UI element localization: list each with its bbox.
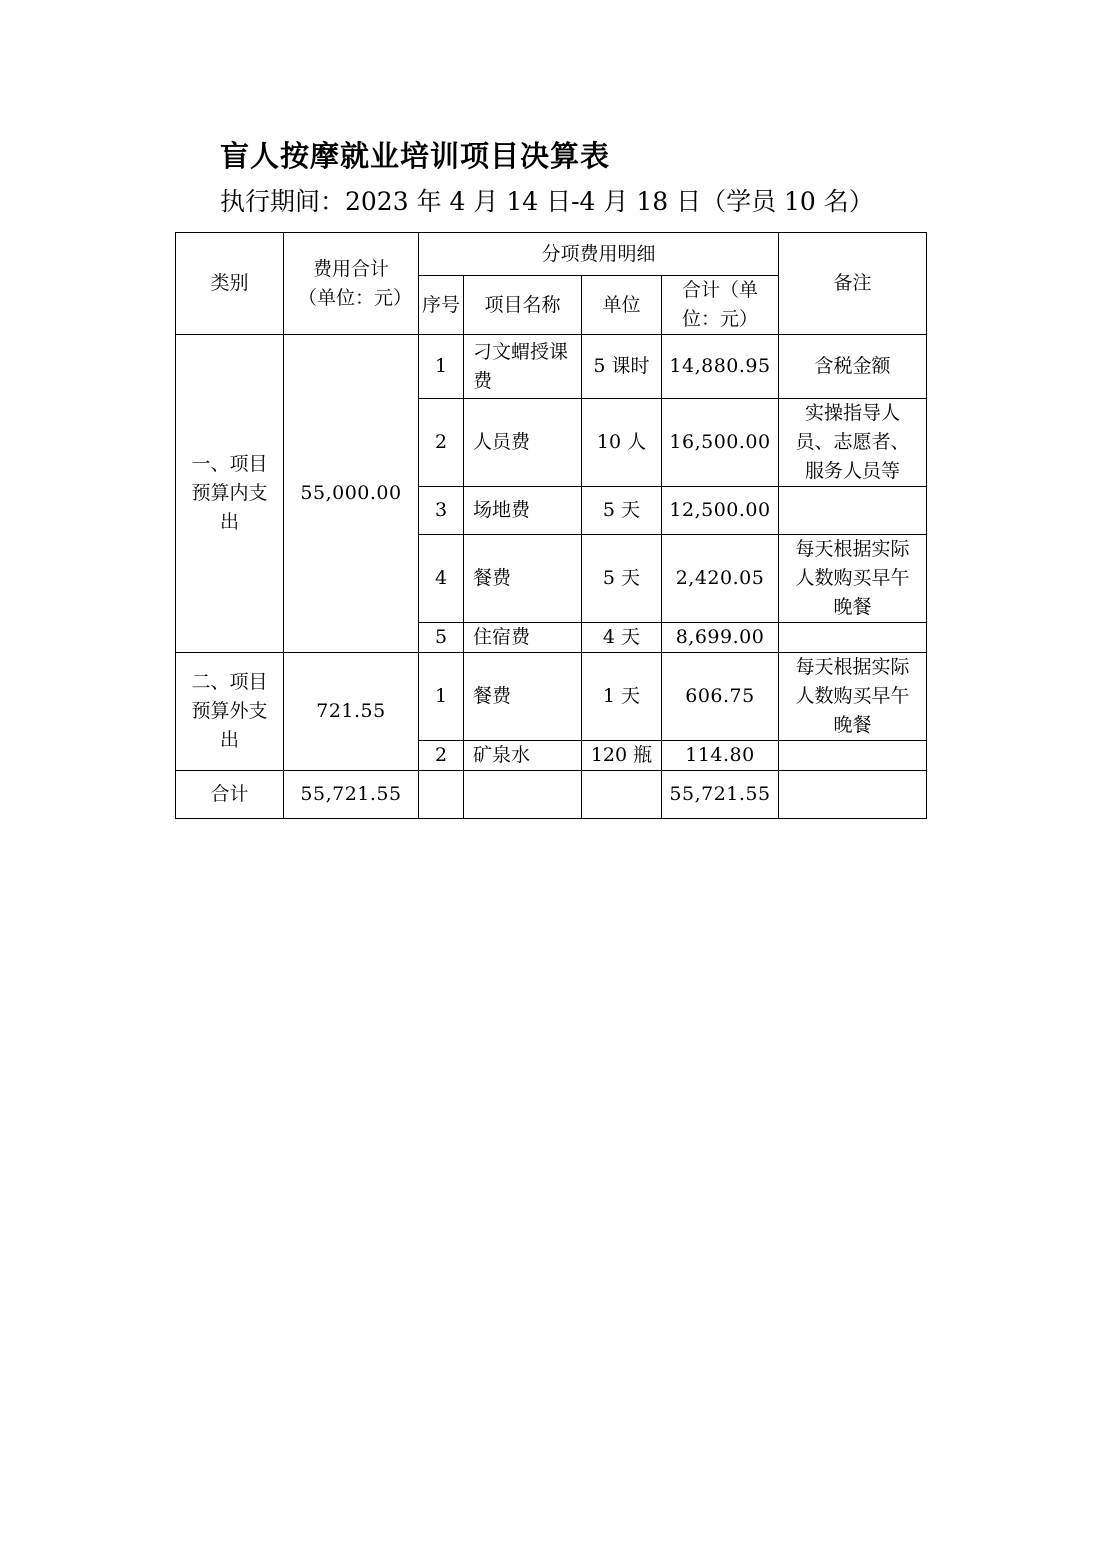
totals-empty-cell — [464, 771, 582, 819]
settlement-table — [175, 232, 927, 819]
row-seq: 1 — [419, 335, 464, 399]
row-item: 场地费 — [464, 487, 582, 535]
row-unit: 1 天 — [582, 653, 662, 741]
row-unit: 120 瓶 — [582, 741, 662, 771]
row-seq: 2 — [419, 399, 464, 487]
row-unit: 5 天 — [582, 535, 662, 623]
row-item: 矿泉水 — [464, 741, 582, 771]
row-unit: 4 天 — [582, 623, 662, 653]
row-note — [779, 487, 927, 535]
row-amount: 2,420.05 — [662, 535, 779, 623]
table-row — [176, 653, 927, 741]
totals-empty-cell — [779, 771, 927, 819]
header-subtotal: 合计（单位：元） — [662, 276, 779, 335]
row-unit: 10 人 — [582, 399, 662, 487]
row-seq: 5 — [419, 623, 464, 653]
totals-empty-cell — [419, 771, 464, 819]
section-category: 一、项目预算内支出 — [176, 335, 284, 653]
totals-row — [176, 771, 927, 819]
row-amount: 14,880.95 — [662, 335, 779, 399]
header-detail: 分项费用明细 — [419, 233, 779, 276]
row-item: 餐费 — [464, 653, 582, 741]
row-amount: 606.75 — [662, 653, 779, 741]
row-amount: 16,500.00 — [662, 399, 779, 487]
row-note: 每天根据实际人数购买早午晚餐 — [779, 653, 927, 741]
header-total: 费用合计（单位：元） — [284, 233, 419, 335]
header-item: 项目名称 — [464, 276, 582, 335]
row-item: 住宿费 — [464, 623, 582, 653]
row-note: 每天根据实际人数购买早午晚餐 — [779, 535, 927, 623]
totals-amount: 55,721.55 — [662, 771, 779, 819]
document-title: 盲人按摩就业培训项目决算表 — [220, 139, 611, 173]
row-unit: 5 天 — [582, 487, 662, 535]
totals-empty-cell — [582, 771, 662, 819]
row-note: 含税金额 — [779, 335, 927, 399]
row-amount: 12,500.00 — [662, 487, 779, 535]
header-unit: 单位 — [582, 276, 662, 335]
row-note: 实操指导人员、志愿者、服务人员等 — [779, 399, 927, 487]
row-amount: 8,699.00 — [662, 623, 779, 653]
totals-total: 55,721.55 — [284, 771, 419, 819]
totals-label: 合计 — [176, 771, 284, 819]
row-seq: 2 — [419, 741, 464, 771]
row-item: 餐费 — [464, 535, 582, 623]
row-note — [779, 741, 927, 771]
row-item: 刁文蝟授课费 — [464, 335, 582, 399]
row-seq: 4 — [419, 535, 464, 623]
row-amount: 114.80 — [662, 741, 779, 771]
execution-period: 执行期间：2023 年 4 月 14 日-4 月 18 日（学员 10 名） — [220, 187, 874, 216]
table-row — [176, 335, 927, 399]
section-total: 55,000.00 — [284, 335, 419, 653]
row-seq: 1 — [419, 653, 464, 741]
row-unit: 5 课时 — [582, 335, 662, 399]
section-total: 721.55 — [284, 653, 419, 771]
row-seq: 3 — [419, 487, 464, 535]
header-note: 备注 — [779, 233, 927, 335]
row-item: 人员费 — [464, 399, 582, 487]
section-category: 二、项目预算外支出 — [176, 653, 284, 771]
header-seq: 序号 — [419, 276, 464, 335]
row-note — [779, 623, 927, 653]
header-category: 类别 — [176, 233, 284, 335]
